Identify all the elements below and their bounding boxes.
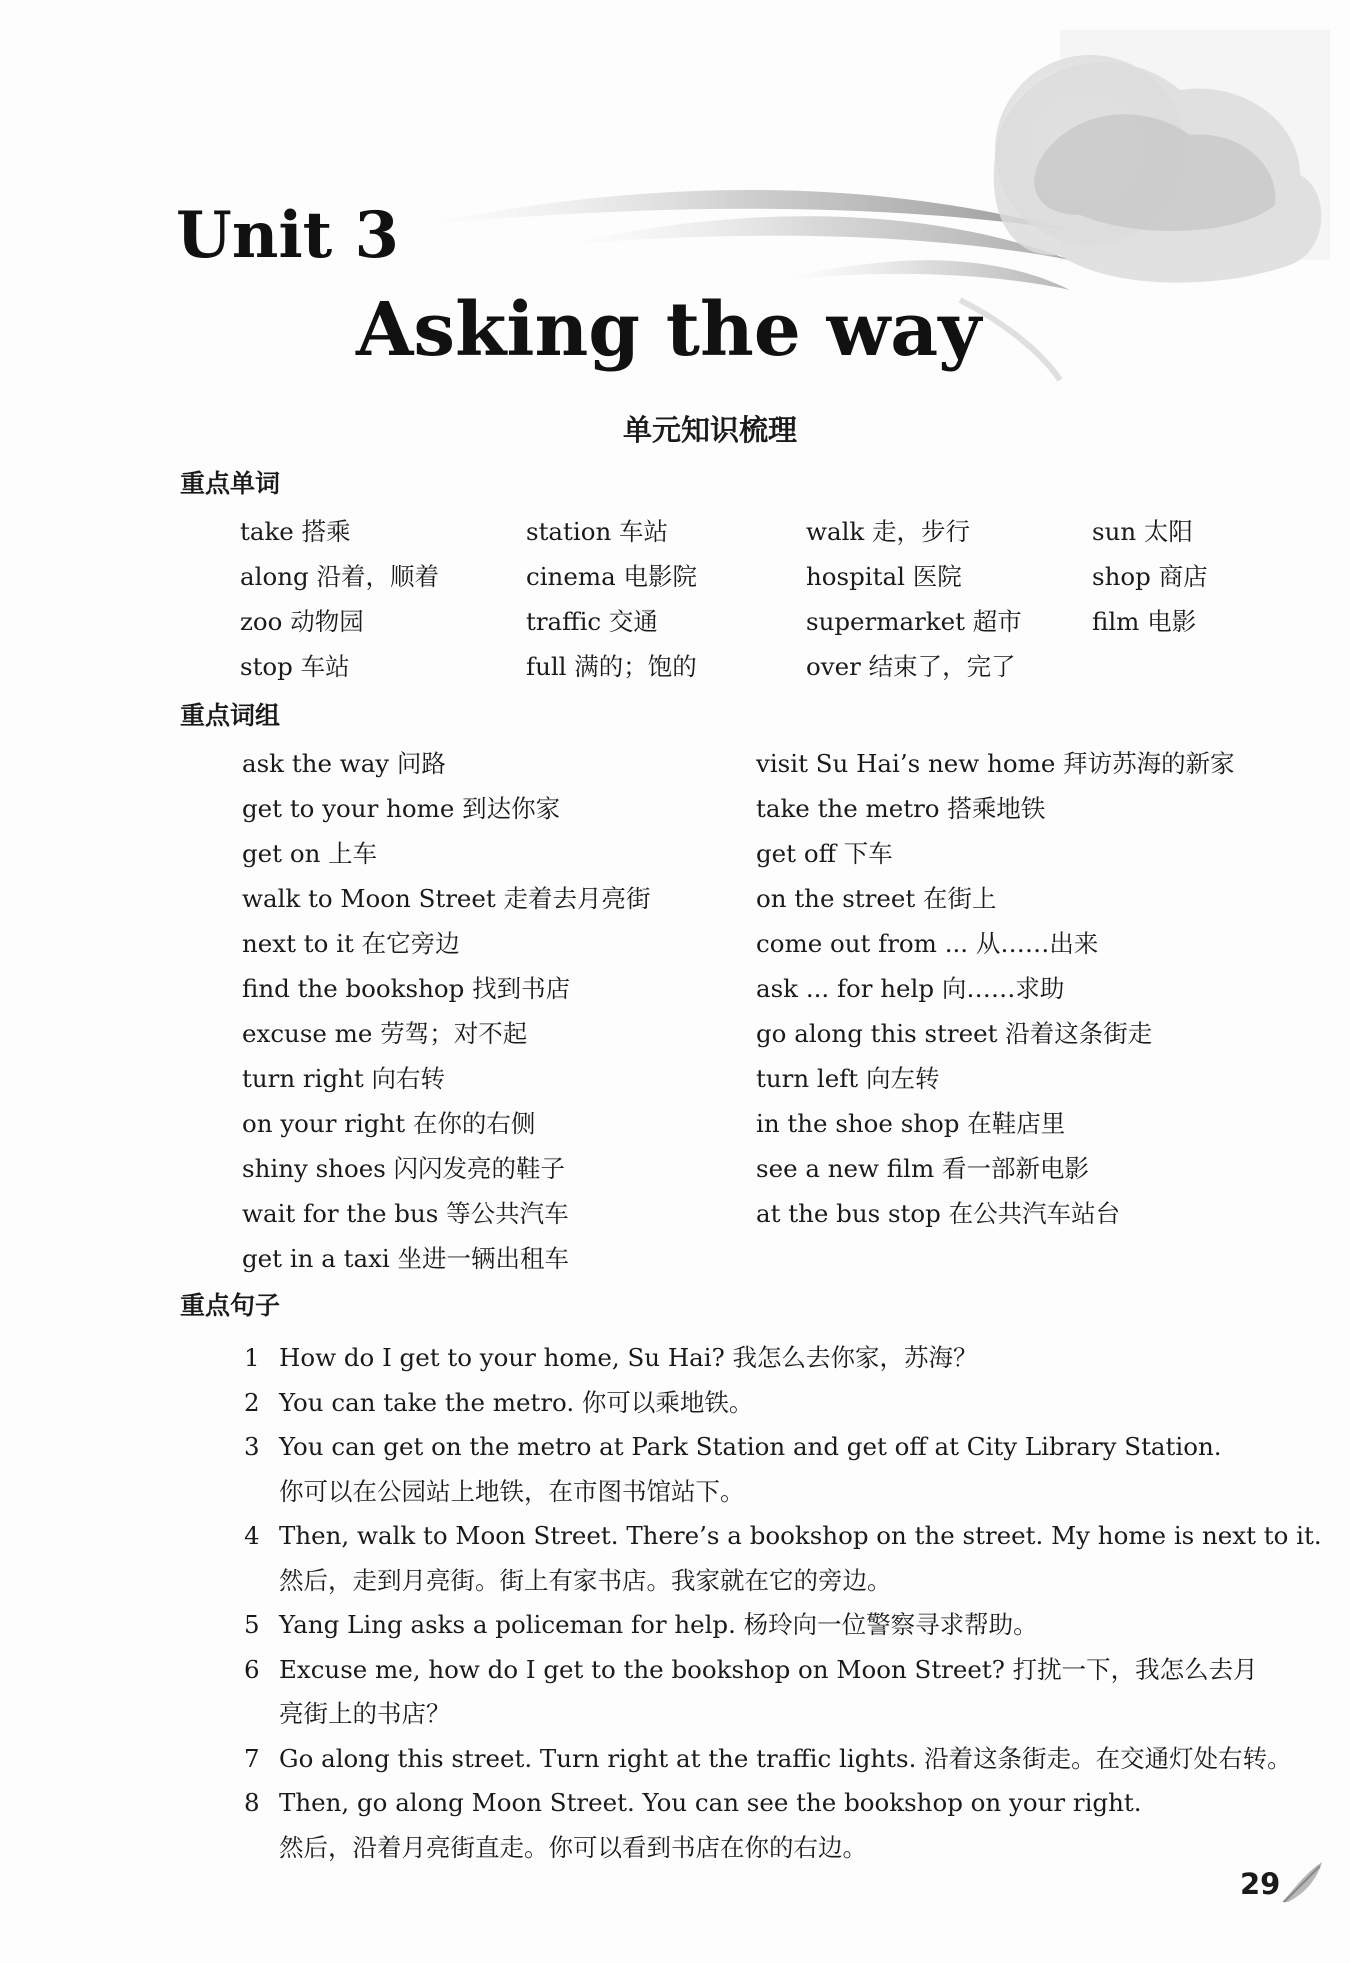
vocab-item: traffic 交通 <box>526 607 658 636</box>
sentence-line: 你可以在公园站上地铁，在市图书馆站下。 <box>279 1476 745 1506</box>
key-sentences-heading: 重点句子 <box>180 1291 281 1320</box>
vocab-item: over 结束了，完了 <box>806 652 1016 681</box>
vocab-item: cinema 电影院 <box>526 562 697 591</box>
sentence-line: How do I get to your home, Su Hai? 我怎么去你家，苏海？ <box>279 1343 978 1372</box>
phrase-item: walk to Moon Street 走着去月亮街 <box>242 884 651 913</box>
vocab-item: sun 太阳 <box>1092 517 1193 546</box>
sentence-item <box>244 1603 1254 1648</box>
phrase-item: on the street 在街上 <box>756 884 997 913</box>
unit-label: Unit 3 <box>176 198 400 273</box>
key-words-grid <box>240 512 1240 692</box>
sentence-line: Yang Ling asks a policeman for help. 杨玲向一位警察寻求帮助。 <box>279 1610 1038 1639</box>
sentence-number: 8 <box>244 1788 260 1817</box>
phrase-item: in the shoe shop 在鞋店里 <box>756 1109 1066 1138</box>
phrase-item: visit Su Hai’s new home 拜访苏海的新家 <box>756 749 1235 778</box>
vocab-item: zoo 动物园 <box>240 607 364 636</box>
sentence-line: You can get on the metro at Park Station and get off at City Library Station. <box>279 1432 1222 1461</box>
key-phrases-heading: 重点词组 <box>180 701 281 730</box>
phrase-item: take the metro 搭乘地铁 <box>756 794 1046 823</box>
sentence-item <box>244 1648 1258 1737</box>
sentence-item <box>244 1514 1322 1603</box>
phrase-item: next to it 在它旁边 <box>242 929 460 958</box>
page-number: 29 <box>1240 1867 1281 1901</box>
phrase-item: find the bookshop 找到书店 <box>242 974 571 1003</box>
vocab-item: stop 车站 <box>240 652 350 681</box>
vocab-item: supermarket 超市 <box>806 607 1022 636</box>
sentence-item <box>244 1781 1254 1870</box>
vocab-item: full 满的；饱的 <box>526 652 697 681</box>
sentence-number: 1 <box>244 1343 260 1372</box>
vocab-item: along 沿着，顺着 <box>240 562 439 591</box>
summary-title: 单元知识梳理 <box>622 413 797 447</box>
sentence-line: 亮街上的书店？ <box>279 1699 451 1728</box>
unit-title: Asking the way <box>356 287 982 373</box>
phrase-item: see a new film 看一部新电影 <box>756 1154 1089 1183</box>
phrases-right-column <box>756 744 1276 1239</box>
sentence-item <box>244 1737 1292 1782</box>
vocab-item: shop 商店 <box>1092 562 1208 591</box>
key-words-heading: 重点单词 <box>180 469 281 498</box>
sentence-line: 然后，走到月亮街。街上有家书店。我家就在它的旁边。 <box>279 1565 892 1595</box>
phrase-item: get in a taxi 坐进一辆出租车 <box>242 1244 570 1273</box>
sentence-item <box>244 1381 1254 1426</box>
vocab-item: station 车站 <box>526 517 669 546</box>
phrase-item: excuse me 劳驾；对不起 <box>242 1019 528 1048</box>
phrase-item: ask the way 问路 <box>242 749 446 778</box>
phrase-item: turn left 向左转 <box>756 1064 940 1093</box>
phrase-item: turn right 向右转 <box>242 1064 446 1093</box>
phrase-item: on your right 在你的右侧 <box>242 1109 536 1138</box>
phrase-item: ask ... for help 向……求助 <box>756 974 1065 1003</box>
sentence-number: 2 <box>244 1387 260 1417</box>
phrase-item: get on 上车 <box>242 839 378 868</box>
sentence-line: You can take the metro. 你可以乘地铁。 <box>279 1387 754 1417</box>
sentence-line: Go along this street. Turn right at the traffic lights. 沿着这条街走。在交通灯处右转。 <box>279 1743 1292 1773</box>
phrase-item: get off 下车 <box>756 839 893 868</box>
phrase-item: shiny shoes 闪闪发亮的鞋子 <box>242 1154 566 1183</box>
sentence-line: Excuse me, how do I get to the bookshop on Moon Street? 打扰一下，我怎么去月 <box>279 1654 1258 1684</box>
phrase-item: at the bus stop 在公共汽车站台 <box>756 1199 1121 1228</box>
sentence-line: Then, walk to Moon Street. There’s a bookshop on the street. My home is next to it. <box>279 1521 1322 1550</box>
phrase-item: get to your home 到达你家 <box>242 794 561 823</box>
vocab-item: walk 走，步行 <box>806 517 971 546</box>
sentence-line: 然后，沿着月亮街直走。你可以看到书店在你的右边。 <box>279 1832 867 1862</box>
sentence-item <box>244 1425 1254 1514</box>
vocab-item: film 电影 <box>1092 607 1197 636</box>
sentence-number: 6 <box>244 1654 260 1684</box>
phrase-item: wait for the bus 等公共汽车 <box>242 1199 569 1228</box>
vocab-item: hospital 医院 <box>806 562 962 591</box>
key-sentences-list <box>244 1336 1322 1870</box>
sentence-line: Then, go along Moon Street. You can see the bookshop on your right. <box>279 1788 1142 1817</box>
feather-icon <box>1278 1858 1328 1908</box>
sentence-number: 4 <box>244 1521 260 1550</box>
vocab-item: take 搭乘 <box>240 517 351 546</box>
phrase-item: go along this street 沿着这条街走 <box>756 1019 1153 1048</box>
phrase-item: come out from ... 从……出来 <box>756 929 1099 958</box>
sentence-number: 3 <box>244 1432 260 1461</box>
sentence-number: 7 <box>244 1743 260 1773</box>
sentence-number: 5 <box>244 1610 260 1639</box>
sentence-item <box>244 1336 1254 1381</box>
phrases-left-column <box>242 744 762 1284</box>
